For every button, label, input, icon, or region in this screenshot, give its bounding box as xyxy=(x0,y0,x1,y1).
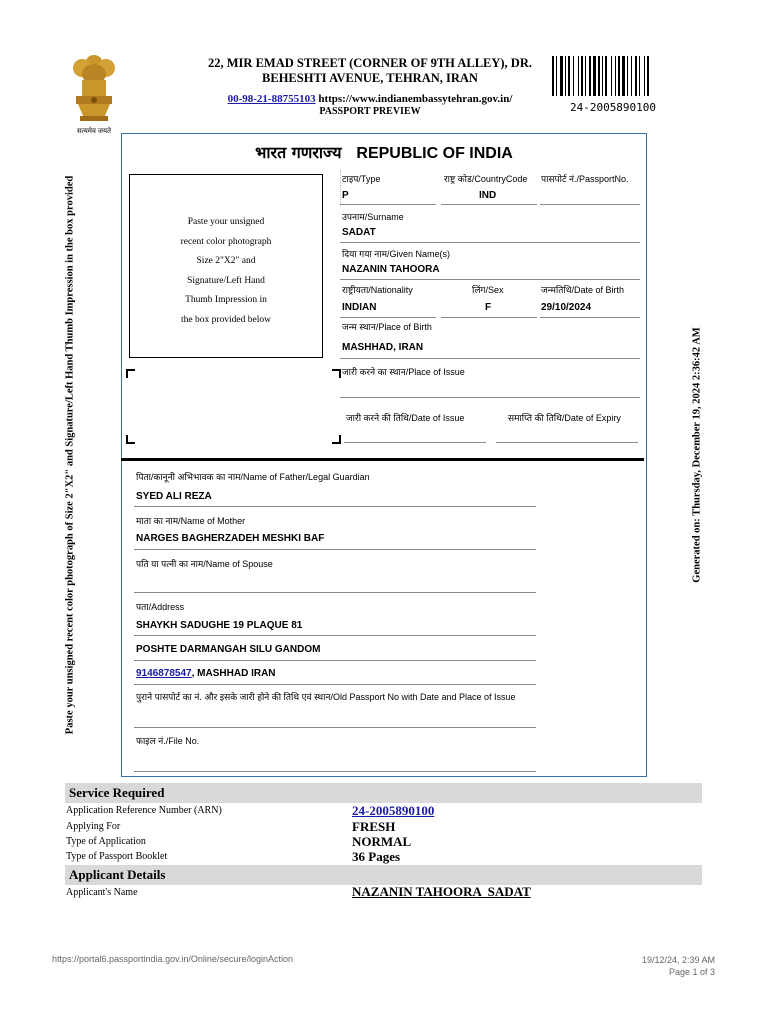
embassy-phone-link[interactable]: 00-98-21-88755103 xyxy=(227,93,316,105)
sex-value: F xyxy=(485,302,492,313)
applying-for-label: Applying For xyxy=(66,821,121,832)
photo-instruction-line: recent color photograph xyxy=(180,236,272,247)
emblem-caption: सत्यमेव जयते xyxy=(76,128,112,135)
address-label: पता/Address xyxy=(136,602,185,612)
date-of-issue-label: जारी करने की तिथि/Date of Issue xyxy=(346,413,465,423)
nationality-label: राष्ट्रीयता/Nationality xyxy=(342,285,413,295)
signature-box-corner xyxy=(126,369,135,378)
barcode-bar xyxy=(602,56,603,96)
application-type-label: Type of Application xyxy=(66,836,146,847)
embassy-address-line2: BEHESHTI AVENUE, TEHRAN, IRAN xyxy=(262,71,478,85)
barcode-number: 24-2005890100 xyxy=(569,101,657,114)
barcode-bar xyxy=(644,56,645,96)
left-vertical-instruction: Paste your unsigned recent color photograph of Size 2"X2" and Signature/Left Hand Thumb Impression in the box provided xyxy=(64,175,76,735)
barcode-bar xyxy=(552,56,554,96)
lion-capital-icon xyxy=(66,52,122,124)
generated-on-timestamp: Generated on: Thursday, December 19, 2024 2:36:42 AM xyxy=(691,327,703,583)
footer-datetime: 19/12/24, 2:39 AM xyxy=(641,955,715,965)
barcode-bar xyxy=(622,56,625,96)
barcode-bar xyxy=(589,56,591,96)
title-hindi: भारत गणराज्य xyxy=(255,143,342,162)
surname-value: SADAT xyxy=(342,227,376,238)
photo-instruction-line: Thumb Impression in xyxy=(185,295,267,305)
barcode-bar xyxy=(585,56,586,96)
given-name-value: NAZANIN TAHOORA xyxy=(342,264,440,275)
address-line2: POSHTE DARMANGAH SILU GANDOM xyxy=(136,644,321,655)
spouse-label: पति या पत्नी का नाम/Name of Spouse xyxy=(136,559,273,569)
country-code-label: राष्ट्र कोड/CountryCode xyxy=(444,174,528,184)
barcode-bar xyxy=(593,56,596,96)
date-of-issue-field[interactable] xyxy=(344,442,486,443)
given-name-label: दिया गया नाम/Given Name(s) xyxy=(342,249,451,259)
footer-url: https://portal6.passportindia.gov.in/Online/secure/loginAction xyxy=(52,954,293,964)
barcode-bar xyxy=(627,56,628,96)
barcode-bar xyxy=(618,56,620,96)
service-required-heading: Service Required xyxy=(65,783,702,803)
mother-label: माता का नाम/Name of Mother xyxy=(136,516,246,526)
booklet-type-label: Type of Passport Booklet xyxy=(66,851,168,862)
address-line1: SHAYKH SADUGHE 19 PLAQUE 81 xyxy=(136,620,303,631)
applicant-name-value: NAZANIN TAHOORA SADAT xyxy=(352,884,531,899)
section-divider xyxy=(121,458,644,461)
photo-instruction-line: the box provided below xyxy=(181,314,271,325)
barcode xyxy=(552,56,674,96)
type-label: टाइप/Type xyxy=(342,174,381,184)
embassy-website: https://www.indianembassytehran.gov.in/ xyxy=(318,93,513,105)
barcode-bar xyxy=(565,56,566,96)
place-of-birth-label: जन्म स्थान/Place of Birth xyxy=(342,322,432,332)
file-no-label: फाइल नं./File No. xyxy=(136,736,200,746)
country-code-value: IND xyxy=(479,190,497,201)
applicant-name-label: Applicant's Name xyxy=(66,887,138,898)
passport-preview-label: PASSPORT PREVIEW xyxy=(319,106,421,117)
father-value: SYED ALI REZA xyxy=(136,491,212,502)
sex-label: लिंग/Sex xyxy=(472,285,504,295)
address-city: , MASHHAD IRAN xyxy=(191,668,276,679)
surname-label: उपनाम/Surname xyxy=(342,212,404,222)
applying-for-value: FRESH xyxy=(352,819,396,834)
nationality-value: INDIAN xyxy=(342,302,377,313)
date-of-expiry-label: समाप्ति की तिथि/Date of Expiry xyxy=(508,413,621,423)
old-passport-label: पुराने पासपोर्ट का नं. और इसके जारी होने की तिथि एवं स्थान/Old Passport No with Date and Place of Issue xyxy=(136,692,516,702)
barcode-bar xyxy=(568,56,570,96)
barcode-bar xyxy=(578,56,579,96)
place-of-birth-value: MASHHAD, IRAN xyxy=(342,342,424,353)
barcode-bar xyxy=(560,56,563,96)
dob-label: जन्मतिथि/Date of Birth xyxy=(541,285,624,295)
mother-value: NARGES BAGHERZADEH MESHKI BAF xyxy=(136,533,325,544)
application-type-value: NORMAL xyxy=(352,834,412,849)
photo-instruction-line: Signature/Left Hand xyxy=(187,275,265,286)
barcode-bar xyxy=(611,56,612,96)
arn-label: Application Reference Number (ARN) xyxy=(66,805,222,816)
barcode-bar xyxy=(556,56,557,96)
booklet-type-value: 36 Pages xyxy=(352,849,401,864)
national-emblem xyxy=(66,52,122,134)
signature-box-corner xyxy=(332,369,341,378)
barcode-bar xyxy=(631,56,632,96)
arn-value-link[interactable]: 24-2005890100 xyxy=(352,803,435,818)
barcode-bar xyxy=(605,56,607,96)
barcode-icon xyxy=(552,56,674,96)
signature-box-corner xyxy=(332,435,341,444)
signature-box-corner xyxy=(126,435,135,444)
barcode-bar xyxy=(615,56,616,96)
barcode-bar xyxy=(647,56,649,96)
barcode-bar xyxy=(581,56,583,96)
place-of-issue-label: जारी करने का स्थान/Place of Issue xyxy=(342,367,465,377)
address-phone-link[interactable]: 9146878547 xyxy=(136,668,192,679)
date-of-expiry-field[interactable] xyxy=(496,442,638,443)
type-value: P xyxy=(342,190,349,201)
passport-no-label: पासपोर्ट नं./PassportNo. xyxy=(541,174,629,184)
footer-page-number: Page 1 of 3 xyxy=(668,967,715,977)
title-english: REPUBLIC OF INDIA xyxy=(356,145,513,162)
barcode-bar xyxy=(598,56,600,96)
photo-instruction-line: Paste your unsigned xyxy=(187,217,265,227)
dob-value: 29/10/2024 xyxy=(541,302,592,313)
embassy-address-line1: 22, MIR EMAD STREET (CORNER OF 9TH ALLEY), DR. xyxy=(208,56,532,70)
barcode-bar xyxy=(635,56,637,96)
barcode-bar xyxy=(639,56,640,96)
barcode-bar xyxy=(573,56,574,96)
father-label: पिता/कानूनी अभिभावक का नाम/Name of Father/Legal Guardian xyxy=(136,472,370,482)
photo-box[interactable] xyxy=(129,174,323,358)
photo-instruction-line: Size 2"X2" and xyxy=(196,256,256,266)
applicant-details-heading: Applicant Details xyxy=(65,865,702,885)
